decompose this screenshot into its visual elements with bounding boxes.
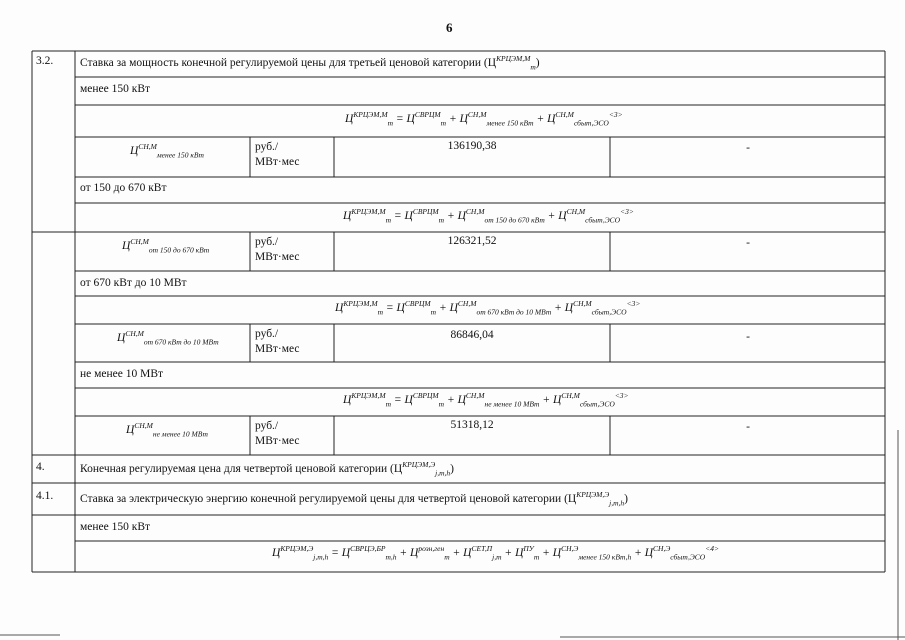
row-number-4-1: 4.1. bbox=[36, 490, 54, 502]
data-row-2-unit: руб./ МВт·мес bbox=[255, 236, 300, 263]
row-title-4-1: Ставка за электрическую энергию конечной регулируемой цены для четвертой ценовой категории $(Ц^{КРЦЭМ,Э}_{j,m,h})$ bbox=[80, 490, 628, 508]
data-row-4-value: 51318,12 bbox=[450, 419, 494, 431]
group-label-5: менее 150 кВт bbox=[80, 521, 151, 533]
group-label-4: не менее 10 МВт bbox=[80, 368, 164, 380]
row-title-3-2: Ставка за мощность конечной регулируемой цены для третьей ценовой категории $(Ц^{КРЦЭМ,М}_m)$ bbox=[80, 54, 540, 72]
data-row-2-symbol: $Ц^{СН,М}_{от 150 до 670 кВт}$ bbox=[122, 237, 210, 255]
group-label-3: от 670 кВт до 10 МВт bbox=[80, 277, 187, 289]
formula-5: $Ц^{КРЦЭМ,Э}_{j,m,h} = Ц^{СВРЦЭ,БР}_{m,h} + Ц^{розн,ген}_m + Ц^{СЕТ,П}_{j,m} + Ц^{ПУ}_m + Ц^{СН,Э}_{менее 150 кВт,h} + Ц^{СН,Э}_{сбыт,ЭСО}^{<4>}$ bbox=[272, 544, 720, 562]
row-number-3-2: 3.2. bbox=[36, 55, 54, 67]
group-label-1: менее 150 кВт bbox=[80, 83, 151, 95]
data-row-1-extra: - bbox=[746, 142, 750, 154]
row-number-4: 4. bbox=[36, 461, 45, 473]
data-row-3-symbol: $Ц^{СН,М}_{от 670 кВт до 10 МВт}$ bbox=[117, 329, 219, 347]
formula-2: $Ц^{КРЦЭМ,М}_m = Ц^{СВРЦМ}_m + Ц^{СН,М}_{от 150 до 670 кВт} + Ц^{СН,М}_{сбыт,ЭСО}^{<3>}$ bbox=[343, 207, 634, 225]
data-row-1-symbol: $Ц^{СН,М}_{менее 150 кВт}$ bbox=[130, 142, 204, 160]
data-row-2-extra: - bbox=[746, 237, 750, 249]
formula-4: $Ц^{КРЦЭМ,М}_m = Ц^{СВРЦМ}_m + Ц^{СН,М}_{не менее 10 МВт} + Ц^{СН,М}_{сбыт,ЭСО}^{<3>}$ bbox=[343, 391, 629, 409]
data-row-4-unit: руб./ МВт·мес bbox=[255, 420, 300, 447]
group-label-2: от 150 до 670 кВт bbox=[80, 182, 167, 194]
data-row-1-unit: руб./ МВт·мес bbox=[255, 141, 300, 168]
data-row-3-value: 86846,04 bbox=[450, 329, 494, 341]
row-title-4: Конечная регулируемая цена для четвертой ценовой категории $(Ц^{КРЦЭМ,Э}_{j,m,h})$ bbox=[80, 460, 454, 478]
formula-1: $Ц^{КРЦЭМ,М}_m = Ц^{СВРЦМ}_m + Ц^{СН,М}_{менее 150 кВт} + Ц^{СН,М}_{сбыт,ЭСО}^{<3>}$ bbox=[345, 110, 623, 128]
data-row-3-extra: - bbox=[746, 331, 750, 343]
data-row-2-value: 126321,52 bbox=[447, 235, 497, 247]
data-row-4-extra: - bbox=[746, 421, 750, 433]
formula-3: $Ц^{КРЦЭМ,М}_m = Ц^{СВРЦМ}_m + Ц^{СН,М}_{от 670 кВт до 10 МВт} + Ц^{СН,М}_{сбыт,ЭСО}^{<3>}$ bbox=[335, 299, 641, 317]
data-row-1-value: 136190,38 bbox=[447, 140, 497, 152]
data-row-4-symbol: $Ц^{СН,М}_{не менее 10 МВт}$ bbox=[126, 421, 208, 439]
page-number: 6 bbox=[446, 20, 453, 35]
data-row-3-unit: руб./ МВт·мес bbox=[255, 328, 300, 355]
